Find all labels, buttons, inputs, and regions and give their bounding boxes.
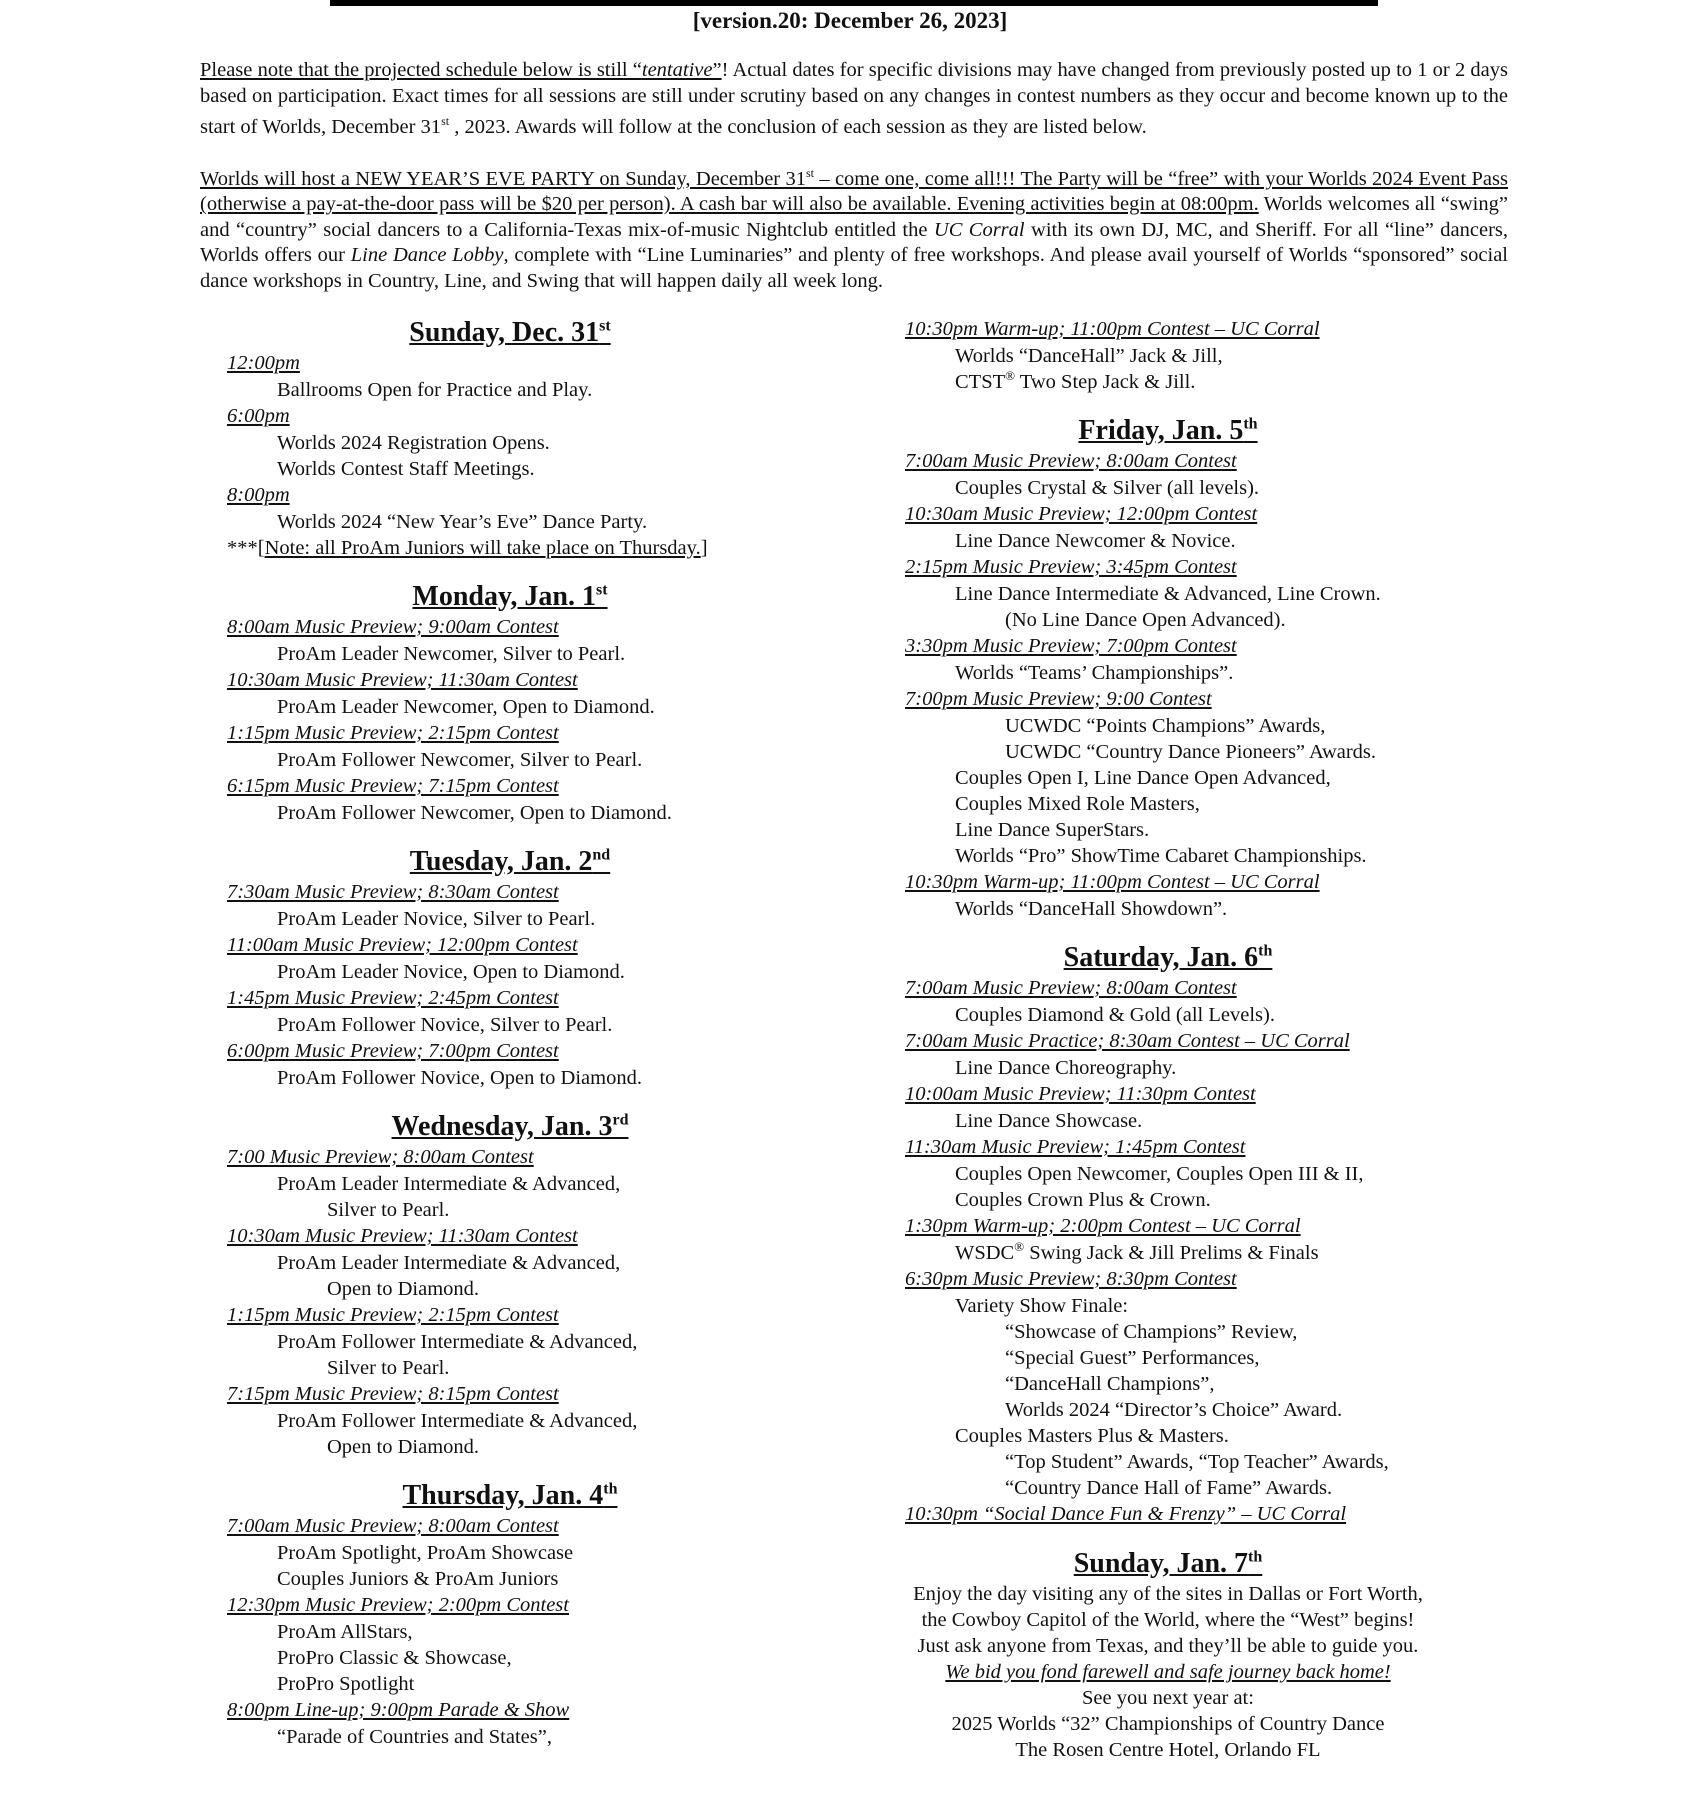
schedule-left-column bbox=[200, 316, 820, 1750]
session-item: Couples Masters Plus & Masters. bbox=[955, 1425, 1229, 1447]
session-item: ProAm Follower Intermediate & Advanced, bbox=[277, 1331, 638, 1353]
day-heading-sunday-jan-7: Sunday, Jan. 7th bbox=[1073, 1548, 1263, 1579]
session-item: ProAm Follower Novice, Open to Diamond. bbox=[277, 1067, 642, 1089]
session-time: 10:30am Music Preview; 11:30am Contest bbox=[227, 1225, 578, 1247]
session-item: “DanceHall Champions”, bbox=[1005, 1373, 1215, 1395]
session-item: Worlds “Pro” ShowTime Cabaret Championships. bbox=[955, 845, 1367, 867]
session-item: Silver to Pearl. bbox=[327, 1199, 450, 1221]
session-item: Ballrooms Open for Practice and Play. bbox=[277, 379, 593, 401]
session-time: 2:15pm Music Preview; 3:45pm Contest bbox=[905, 556, 1237, 578]
session-item: ProPro Spotlight bbox=[277, 1673, 415, 1695]
session-time: 10:30am Music Preview; 11:30am Contest bbox=[227, 669, 578, 691]
session-item: Couples Crystal & Silver (all levels). bbox=[955, 477, 1260, 499]
session-time: 7:00am Music Preview; 8:00am Contest bbox=[905, 977, 1237, 999]
session-time: 12:00pm bbox=[227, 352, 300, 374]
session-item: ProAm Leader Intermediate & Advanced, bbox=[277, 1252, 621, 1274]
session-time: 7:00 Music Preview; 8:00am Contest bbox=[227, 1146, 534, 1168]
session-time: 7:00am Music Preview; 8:00am Contest bbox=[227, 1515, 559, 1537]
intro-paragraph-1: Please note that the projected schedule below is still “tentative”! Actual dates for specific divisions may have changed from previously posted up to 1 or 2 days based on participation. Exact times for all sessions are still under scrutiny based on any changes in contest numbers as they occur and become known up to the start of Worlds, December 31st , 2023. Awards will follow at the conclusion of each session as they are listed below. bbox=[200, 59, 1508, 138]
session-item: Worlds 2024 “New Year’s Eve” Dance Party. bbox=[277, 511, 648, 533]
session-time: 1:30pm Warm-up; 2:00pm Contest – UC Corral bbox=[905, 1215, 1301, 1237]
session-time: 1:15pm Music Preview; 2:15pm Contest bbox=[227, 1304, 559, 1326]
session-item: ProAm Follower Newcomer, Silver to Pearl. bbox=[277, 749, 643, 771]
session-time: 1:15pm Music Preview; 2:15pm Contest bbox=[227, 722, 559, 744]
session-item: Line Dance Choreography. bbox=[955, 1057, 1177, 1079]
session-time: 7:00am Music Preview; 8:00am Contest bbox=[905, 450, 1237, 472]
session-item: “Top Student” Awards, “Top Teacher” Awards, bbox=[1005, 1451, 1389, 1473]
session-time: 7:30am Music Preview; 8:30am Contest bbox=[227, 881, 559, 903]
session-time: 6:30pm Music Preview; 8:30pm Contest bbox=[905, 1268, 1237, 1290]
session-item: (No Line Dance Open Advanced). bbox=[1005, 609, 1286, 631]
session-item: Worlds “Teams’ Championships”. bbox=[955, 662, 1234, 684]
session-item: Worlds 2024 “Director’s Choice” Award. bbox=[1005, 1399, 1343, 1421]
session-item: WSDC® Swing Jack & Jill Prelims & Finals bbox=[955, 1239, 1319, 1264]
session-item: Line Dance Newcomer & Novice. bbox=[955, 530, 1236, 552]
farewell-line: Enjoy the day visiting any of the sites in Dallas or Fort Worth, bbox=[913, 1583, 1423, 1605]
session-time: 7:00pm Music Preview; 9:00 Contest bbox=[905, 688, 1212, 710]
session-time: 10:30am Music Preview; 12:00pm Contest bbox=[905, 503, 1258, 525]
session-item: Couples Crown Plus & Crown. bbox=[955, 1189, 1211, 1211]
session-time: 8:00pm bbox=[227, 484, 290, 506]
day-heading-saturday-jan-6: Saturday, Jan. 6th bbox=[1063, 942, 1273, 973]
session-item: CTST® Two Step Jack & Jill. bbox=[955, 368, 1196, 393]
session-item: ProAm Leader Intermediate & Advanced, bbox=[277, 1173, 621, 1195]
session-time: 6:15pm Music Preview; 7:15pm Contest bbox=[227, 775, 559, 797]
day-heading-friday-jan-5: Friday, Jan. 5th bbox=[1078, 415, 1258, 446]
session-time: 10:30pm Warm-up; 11:00pm Contest – UC Corral bbox=[905, 318, 1320, 340]
session-time: 1:45pm Music Preview; 2:45pm Contest bbox=[227, 987, 559, 1009]
session-item: ProAm Follower Newcomer, Open to Diamond. bbox=[277, 802, 672, 824]
day-heading-monday-jan-1: Monday, Jan. 1st bbox=[412, 581, 608, 612]
session-item: ProAm Leader Novice, Open to Diamond. bbox=[277, 961, 625, 983]
day-heading-sunday-dec-31: Sunday, Dec. 31st bbox=[409, 317, 611, 348]
session-item: ProAm Leader Newcomer, Open to Diamond. bbox=[277, 696, 655, 718]
day-heading-tuesday-jan-2: Tuesday, Jan. 2nd bbox=[409, 846, 611, 877]
session-item: Couples Diamond & Gold (all Levels). bbox=[955, 1004, 1275, 1026]
session-time: 12:30pm Music Preview; 2:00pm Contest bbox=[227, 1594, 569, 1616]
session-time: 8:00am Music Preview; 9:00am Contest bbox=[227, 616, 559, 638]
juniors-note: ***[Note: all ProAm Juniors will take place on Thursday.] bbox=[227, 537, 708, 559]
session-time: 10:30pm Warm-up; 11:00pm Contest – UC Corral bbox=[905, 871, 1320, 893]
next-year-event: 2025 Worlds “32” Championships of Country Dance bbox=[951, 1713, 1385, 1735]
day-heading-wednesday-jan-3: Wednesday, Jan. 3rd bbox=[391, 1111, 629, 1142]
session-item: Couples Juniors & ProAm Juniors bbox=[277, 1568, 559, 1590]
session-item: ProPro Classic & Showcase, bbox=[277, 1647, 512, 1669]
day-heading-thursday-jan-4: Thursday, Jan. 4th bbox=[402, 1480, 618, 1511]
session-item: ProAm Follower Novice, Silver to Pearl. bbox=[277, 1014, 613, 1036]
session-item: Worlds “DanceHall Showdown”. bbox=[955, 898, 1228, 920]
version-line: [version.20: December 26, 2023] bbox=[692, 8, 1008, 33]
farewell-message: We bid you fond farewell and safe journey back home! bbox=[945, 1661, 1391, 1683]
session-item: Couples Open Newcomer, Couples Open III & II, bbox=[955, 1163, 1364, 1185]
session-item: Worlds Contest Staff Meetings. bbox=[277, 458, 535, 480]
next-year-line: See you next year at: bbox=[1082, 1687, 1254, 1709]
session-time: 10:30pm “Social Dance Fun & Frenzy” – UC Corral bbox=[905, 1503, 1347, 1525]
session-time: 10:00am Music Preview; 11:30pm Contest bbox=[905, 1083, 1256, 1105]
session-item: Worlds “DanceHall” Jack & Jill, bbox=[955, 345, 1223, 367]
session-item: Line Dance SuperStars. bbox=[955, 819, 1150, 841]
session-item: Open to Diamond. bbox=[327, 1278, 480, 1300]
session-item: Worlds 2024 Registration Opens. bbox=[277, 432, 550, 454]
farewell-line: the Cowboy Capitol of the World, where the “West” begins! bbox=[921, 1609, 1415, 1631]
session-time: 6:00pm Music Preview; 7:00pm Contest bbox=[227, 1040, 559, 1062]
session-time: 7:00am Music Practice; 8:30am Contest – UC Corral bbox=[905, 1030, 1350, 1052]
schedule-right-column bbox=[878, 316, 1518, 1763]
session-item: ProAm Leader Newcomer, Silver to Pearl. bbox=[277, 643, 626, 665]
session-item: Silver to Pearl. bbox=[327, 1357, 450, 1379]
session-time: 7:15pm Music Preview; 8:15pm Contest bbox=[227, 1383, 559, 1405]
session-item: Open to Diamond. bbox=[327, 1436, 480, 1458]
session-time: 3:30pm Music Preview; 7:00pm Contest bbox=[905, 635, 1237, 657]
farewell-line: Just ask anyone from Texas, and they’ll be able to guide you. bbox=[917, 1635, 1419, 1657]
session-item: ProAm Leader Novice, Silver to Pearl. bbox=[277, 908, 596, 930]
session-time: 6:00pm bbox=[227, 405, 290, 427]
session-item: “Showcase of Champions” Review, bbox=[1005, 1321, 1298, 1343]
session-item: ProAm Follower Intermediate & Advanced, bbox=[277, 1410, 638, 1432]
session-time: 11:30am Music Preview; 1:45pm Contest bbox=[905, 1136, 1246, 1158]
session-time: 11:00am Music Preview; 12:00pm Contest bbox=[227, 934, 578, 956]
intro-paragraph-2: Worlds will host a NEW YEAR’S EVE PARTY on Sunday, December 31st – come one, come all!!! The Party will be “free” with your Worlds 2024 Event Pass (otherwise a pay-at-the-door pass will be $20 per person). A cash bar will also be available. Evening activities begin at 08:00pm. Worlds welcomes all “swing” and “country” social dancers to a California-Texas mix-of-music Nightclub entitled the UC Corral with its own DJ, MC, and Sheriff. For all “line” dancers, Worlds offers our Line Dance Lobby, complete with “Line Luminaries” and plenty of free workshops. And please avail yourself of Worlds “sponsored” social dance workshops in Country, Line, and Swing that will happen daily all week long. bbox=[200, 166, 1509, 292]
session-item: UCWDC “Points Champions” Awards, bbox=[1005, 715, 1326, 737]
session-item: “Special Guest” Performances, bbox=[1005, 1347, 1260, 1369]
session-item: Couples Open I, Line Dance Open Advanced, bbox=[955, 767, 1331, 789]
session-item: Line Dance Intermediate & Advanced, Line Crown. bbox=[955, 583, 1381, 605]
session-time: 8:00pm Line-up; 9:00pm Parade & Show bbox=[227, 1699, 570, 1721]
session-item: “Country Dance Hall of Fame” Awards. bbox=[1005, 1477, 1333, 1499]
next-year-venue: The Rosen Centre Hotel, Orlando FL bbox=[1015, 1739, 1321, 1761]
session-item: ProAm AllStars, bbox=[277, 1621, 413, 1643]
session-item: “Parade of Countries and States”, bbox=[277, 1726, 552, 1748]
session-item: Variety Show Finale: bbox=[955, 1295, 1129, 1317]
session-item: UCWDC “Country Dance Pioneers” Awards. bbox=[1005, 741, 1377, 763]
session-item: ProAm Spotlight, ProAm Showcase bbox=[277, 1542, 574, 1564]
session-item: Line Dance Showcase. bbox=[955, 1110, 1143, 1132]
session-item: Couples Mixed Role Masters, bbox=[955, 793, 1200, 815]
